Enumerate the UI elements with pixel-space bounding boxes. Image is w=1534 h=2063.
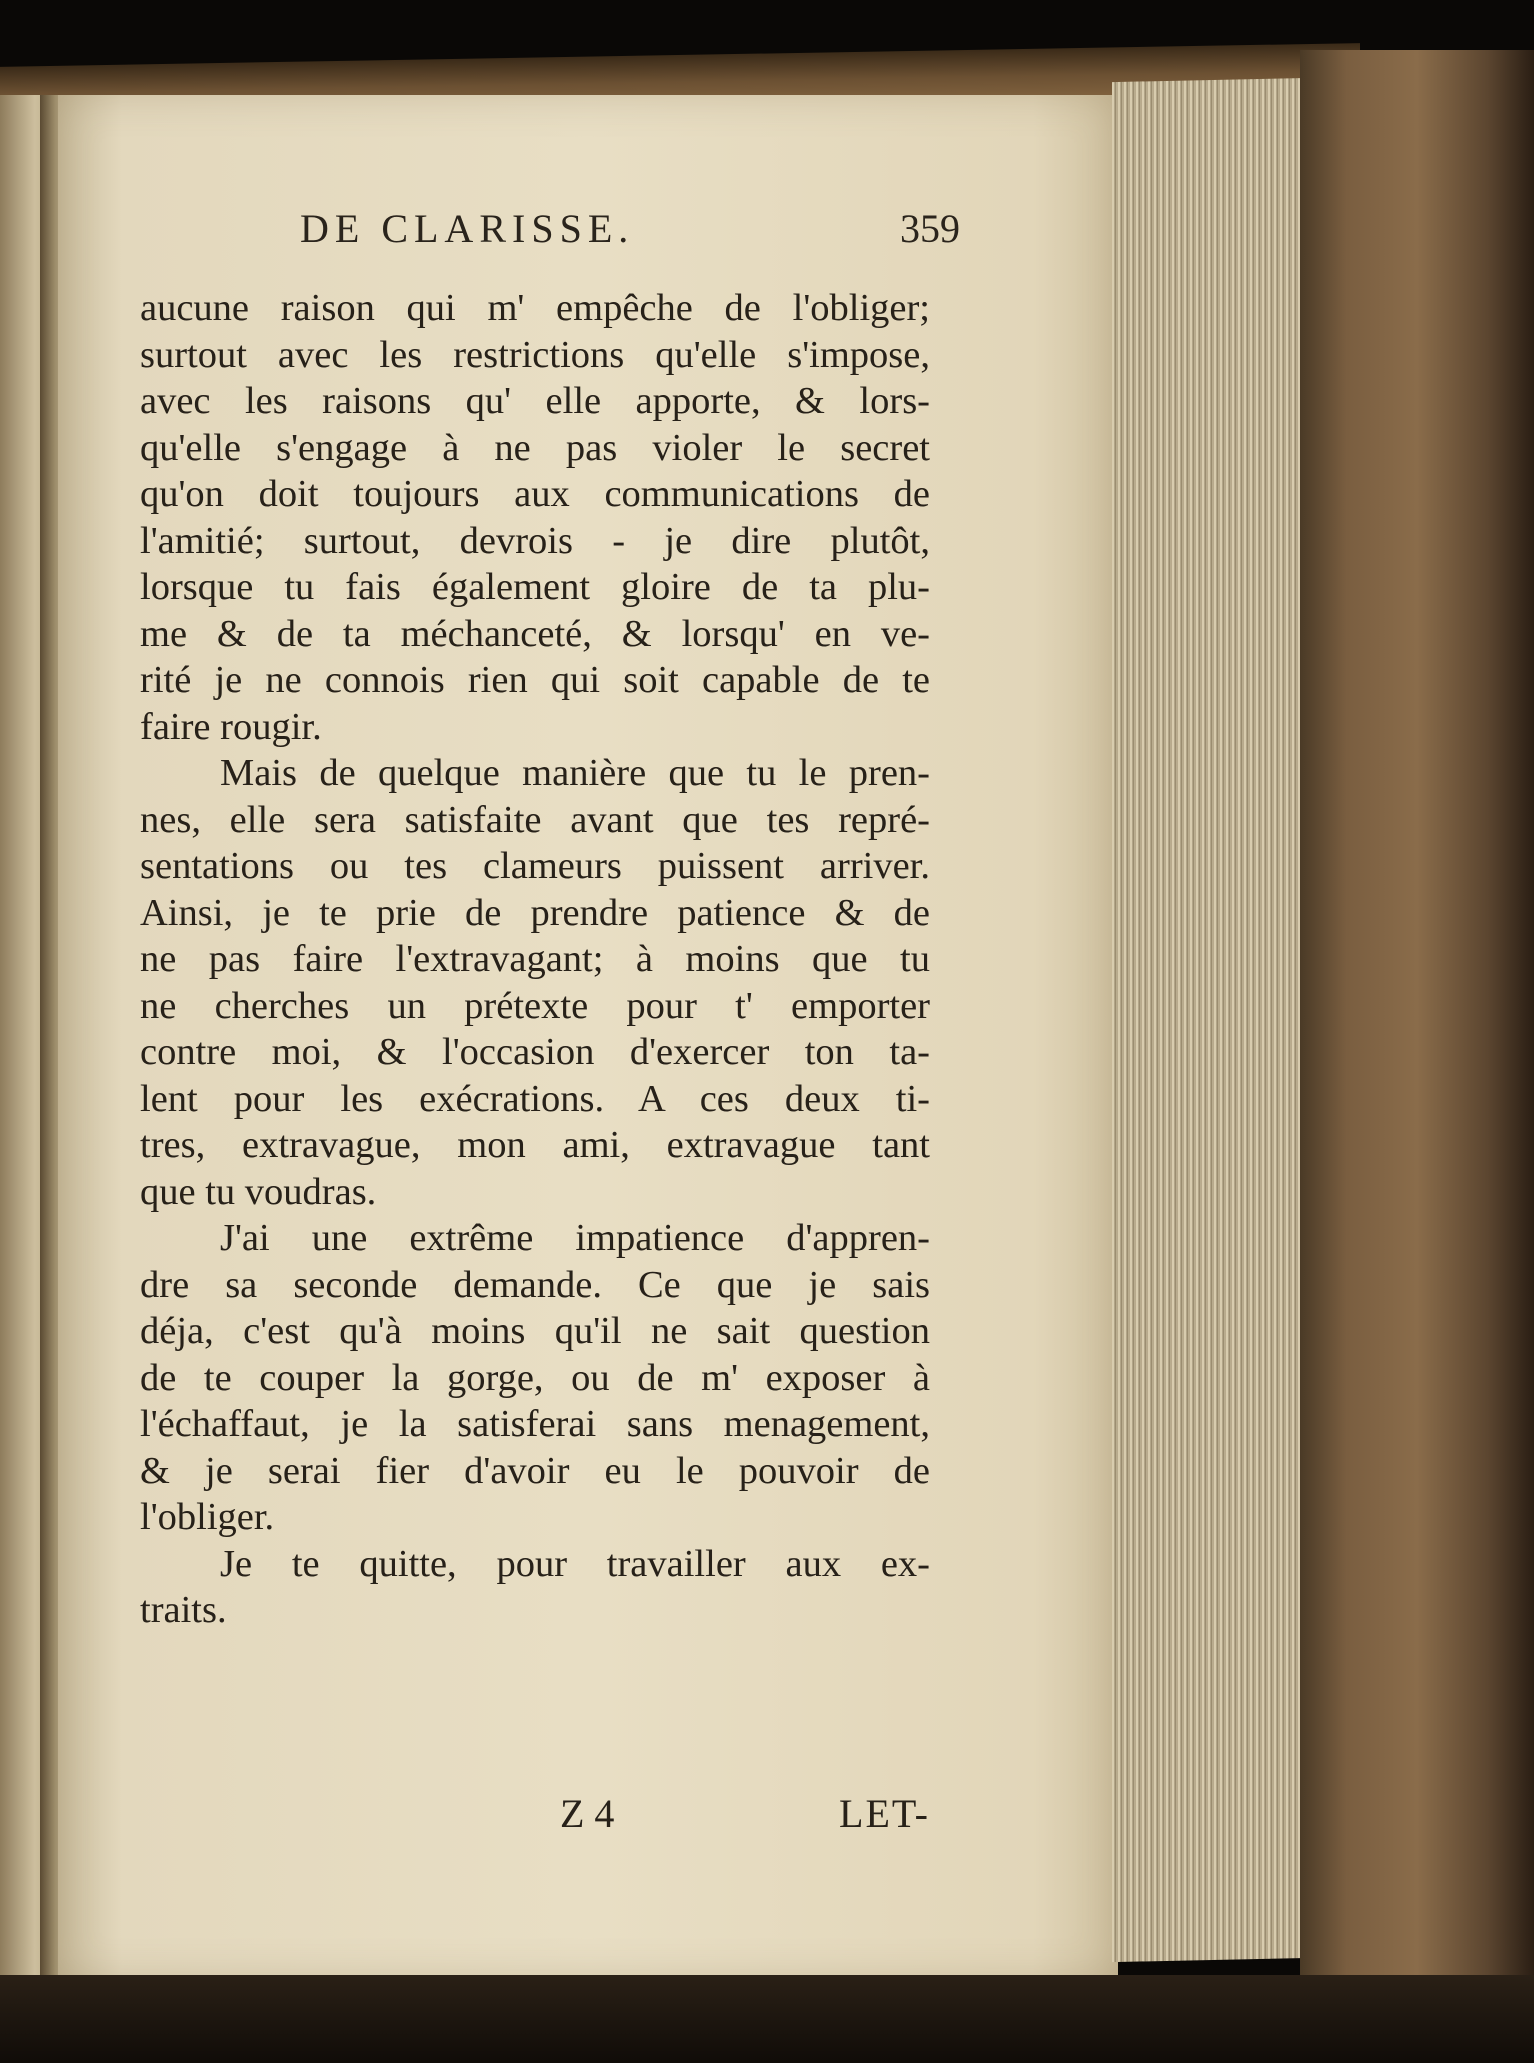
text-line: avec les raisons qu' elle apporte, & lors- [140, 380, 930, 422]
text-line: qu'elle s'engage à ne pas violer le secret [140, 426, 930, 469]
text-line: lent pour les exécrations. A ces deux ti- [140, 1077, 930, 1120]
book-cover-bottom [0, 1975, 1534, 2063]
page-edges [1112, 78, 1312, 1962]
signature-mark: Z 4 [560, 1791, 615, 1836]
text-line: & je serai fier d'avoir eu le pouvoir de [140, 1449, 930, 1492]
text-line: l'amitié; surtout, devrois - je dire plutôt, [140, 519, 930, 562]
text-line: nes, elle sera satisfaite avant que tes repré- [140, 798, 930, 841]
text-line: déja, c'est qu'à moins qu'il ne sait question [140, 1310, 930, 1352]
text-line: faire rougir. [140, 705, 322, 748]
page-number: 359 [900, 206, 960, 251]
text-line: Ainsi, je te prie de prendre patience & de [140, 891, 930, 934]
text-line: aucune raison qui m' empêche de l'obliger; [140, 287, 930, 329]
text-line: tres, extravague, mon ami, extravague tant [140, 1124, 930, 1166]
text-line: qu'on doit toujours aux communications de [140, 473, 930, 515]
text-line: dre sa seconde demande. Ce que je sais [140, 1263, 930, 1306]
text-line: que tu voudras. [140, 1170, 377, 1213]
text-line: l'obliger. [140, 1496, 275, 1538]
paragraph-start: Je te quitte, pour travailler aux ex- [220, 1542, 930, 1585]
text-line: ne cherches un prétexte pour t' emporter [140, 984, 930, 1027]
book-cover-right [1300, 50, 1534, 2063]
text-line: surtout avec les restrictions qu'elle s'impose, [140, 333, 930, 376]
text-line: me & de ta méchanceté, & lorsqu' en ve- [140, 612, 930, 655]
catchword: LET- [839, 1791, 930, 1836]
text-line: sentations ou tes clameurs puissent arriver. [140, 845, 930, 887]
text-line: rité je ne connois rien qui soit capable de te [140, 659, 930, 701]
text-line: traits. [140, 1589, 227, 1631]
body-text [140, 285, 930, 1634]
text-line: l'échaffaut, je la satisferai sans menagement, [140, 1403, 930, 1445]
text-line: de te couper la gorge, ou de m' exposer à [140, 1356, 930, 1399]
page-header [300, 205, 960, 265]
running-title: DE CLARISSE. [300, 206, 635, 251]
paragraph-start: J'ai une extrême impatience d'appren- [220, 1217, 930, 1259]
text-line: contre moi, & l'occasion d'exercer ton ta- [140, 1031, 930, 1073]
page-footer [140, 1790, 930, 1840]
text-line: lorsque tu fais également gloire de ta plu- [140, 566, 930, 608]
text-line: ne pas faire l'extravagant; à moins que tu [140, 938, 930, 980]
paragraph-start: Mais de quelque manière que tu le pren- [220, 752, 930, 794]
